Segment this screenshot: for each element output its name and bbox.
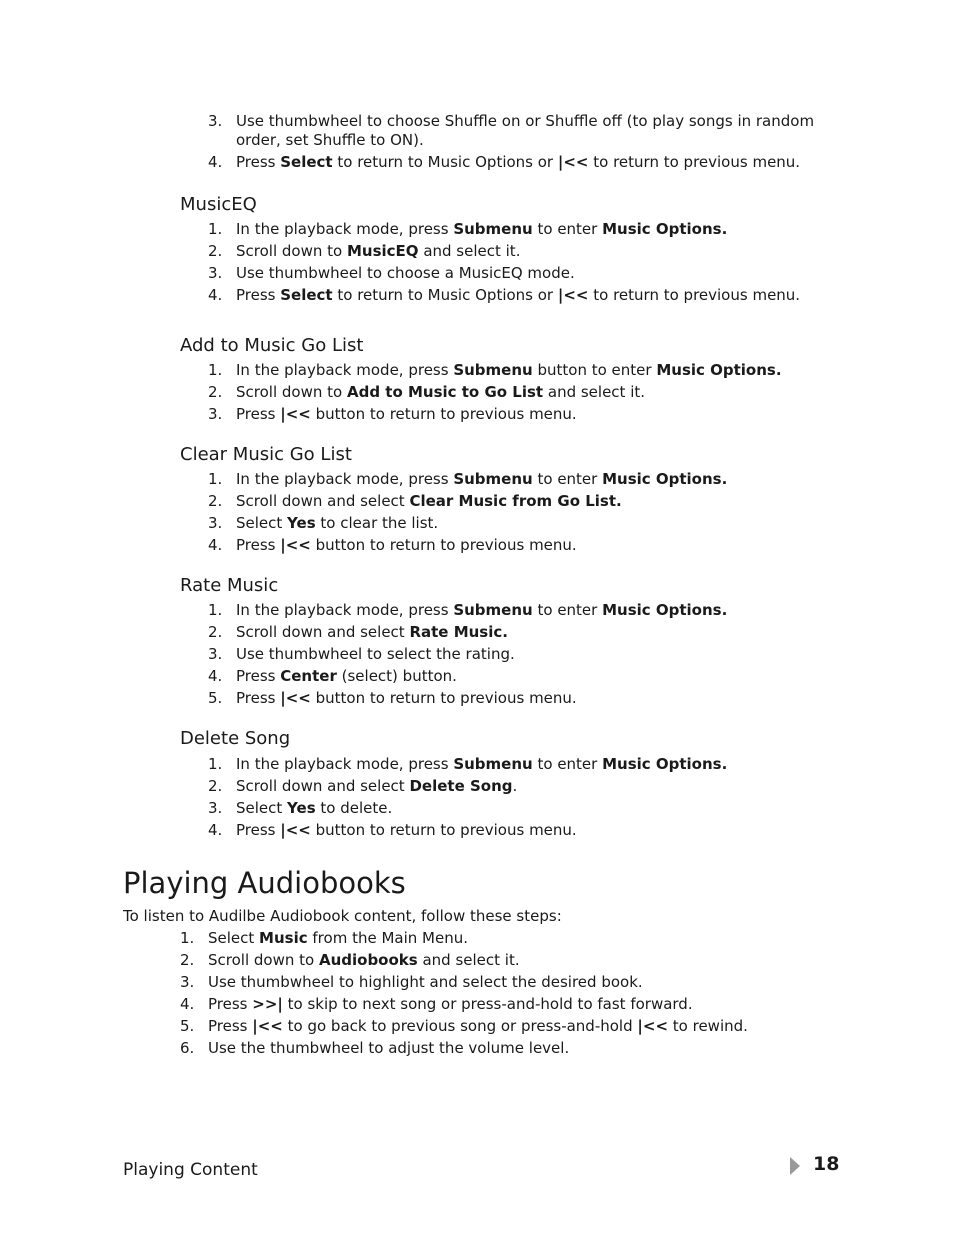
list-item (180, 601, 840, 620)
list-item-text: Scroll down and select (236, 777, 410, 795)
list-item-text: to return to previous menu. (588, 153, 801, 171)
list-item (152, 973, 852, 992)
list-item (180, 361, 840, 380)
list-item-text: Select (208, 929, 260, 947)
intro-paragraph: To listen to Audilbe Audiobook content, follow these steps: (123, 907, 562, 925)
bold-term: Music Options. (602, 601, 728, 619)
list-item (180, 689, 840, 708)
section-heading-delete-song: Delete Song (180, 728, 291, 749)
section-heading-rate-music: Rate Music (180, 575, 279, 596)
list-item-text: Press (236, 405, 281, 423)
list-item-text: to delete. (315, 799, 393, 817)
list-item-text: Use thumbwheel to highlight and select the desired book. (208, 973, 643, 991)
list-item-text: button to enter (532, 361, 657, 379)
list-item-number: 4. (208, 286, 223, 304)
list-item-text: to return to Music Options or (332, 286, 558, 304)
bold-term: |<< (252, 1017, 283, 1035)
list-item-number: 5. (180, 1017, 195, 1035)
audiobook-steps-list (152, 929, 852, 1061)
bold-term: Submenu (453, 361, 533, 379)
list-item-number: 2. (208, 242, 223, 260)
list-item-text: Press (208, 995, 253, 1013)
list-item-number: 2. (208, 777, 223, 795)
list-item (180, 153, 840, 172)
bold-term: Submenu (453, 220, 533, 238)
list-item-text: to return to Music Options or (332, 153, 558, 171)
list-item (180, 286, 840, 305)
list-item-number: 1. (208, 361, 223, 379)
section-heading-add-to-go-list: Add to Music Go List (180, 335, 364, 356)
section-heading-clear-go-list: Clear Music Go List (180, 444, 352, 465)
bold-term: |<< (280, 536, 311, 554)
list-item-text: Scroll down and select (236, 623, 410, 641)
bold-term: Music Options. (602, 220, 728, 238)
page-number: 18 (813, 1153, 840, 1175)
list-item (180, 242, 840, 261)
list-item-number: 3. (208, 514, 223, 532)
list-item-text: Scroll down to (208, 951, 319, 969)
list-item-text: Press (236, 153, 281, 171)
bold-term: Center (280, 667, 337, 685)
list-item-number: 1. (208, 220, 223, 238)
list-item-text: In the playback mode, press (236, 361, 454, 379)
add-go-list-steps-list (180, 361, 840, 427)
bold-term: Submenu (453, 601, 533, 619)
list-item-text: Press (236, 667, 281, 685)
bold-term: Music Options. (602, 755, 728, 773)
list-item-number: 3. (208, 264, 223, 282)
triangle-right-icon (790, 1157, 800, 1175)
list-item (180, 536, 840, 555)
list-item-text: to go back to previous song or press-and-hold (282, 1017, 638, 1035)
list-item-text: and select it. (543, 383, 646, 401)
list-item-text: In the playback mode, press (236, 755, 454, 773)
list-item (180, 514, 840, 533)
list-item-text: In the playback mode, press (236, 601, 454, 619)
list-item (180, 492, 840, 511)
list-item (180, 667, 840, 686)
list-item-number: 1. (180, 929, 195, 947)
list-item-text: to enter (532, 601, 603, 619)
list-item-text: . (512, 777, 518, 795)
list-item-text: to enter (532, 470, 603, 488)
list-item-number: 4. (208, 536, 223, 554)
list-item-number: 4. (180, 995, 195, 1013)
list-item-number: 2. (180, 951, 195, 969)
bold-term: MusicEQ (346, 242, 419, 260)
list-item-text: Select (236, 514, 288, 532)
list-item-text: Press (236, 286, 281, 304)
list-item-text: (select) button. (336, 667, 457, 685)
list-item-text: Use the thumbwheel to adjust the volume level. (208, 1039, 570, 1057)
list-item-number: 3. (208, 799, 223, 817)
bold-term: Select (280, 153, 333, 171)
list-item (180, 799, 840, 818)
list-item (152, 951, 852, 970)
list-item (152, 1039, 852, 1058)
list-item (152, 1017, 852, 1036)
list-item-text: Press (208, 1017, 253, 1035)
list-item-text: Scroll down to (236, 242, 347, 260)
list-item (180, 405, 840, 424)
list-item (180, 623, 840, 642)
list-item-number: 4. (208, 821, 223, 839)
list-item-text: Use thumbwheel to choose Shuffle on or Shuffle off (to play songs in random order, set Shuffle to ON). (236, 112, 815, 149)
bold-term: Delete Song (409, 777, 513, 795)
list-item-text: and select it. (418, 242, 521, 260)
list-item (180, 645, 840, 664)
list-item-text: to rewind. (668, 1017, 748, 1035)
bold-term: Rate Music. (409, 623, 508, 641)
list-item-text: and select it. (417, 951, 520, 969)
list-item (152, 995, 852, 1014)
list-item (180, 264, 840, 283)
list-item-text: Press (236, 821, 281, 839)
list-item-number: 1. (208, 601, 223, 619)
bold-term: Select (280, 286, 333, 304)
bold-term: >>| (252, 995, 283, 1013)
list-item (180, 470, 840, 489)
list-item-number: 2. (208, 623, 223, 641)
bold-term: Yes (287, 514, 316, 532)
footer-section-label: Playing Content (123, 1160, 258, 1180)
list-item (180, 112, 840, 150)
list-item-text: button to return to previous menu. (310, 689, 577, 707)
list-item (180, 821, 840, 840)
bold-term: |<< (637, 1017, 669, 1035)
list-item-text: Scroll down to (236, 383, 347, 401)
list-item-text: from the Main Menu. (307, 929, 468, 947)
list-item-number: 2. (208, 383, 223, 401)
list-item-text: Use thumbwheel to choose a MusicEQ mode. (236, 264, 575, 282)
rate-music-steps-list (180, 601, 840, 711)
bold-term: |<< (557, 286, 589, 304)
clear-go-list-steps-list (180, 470, 840, 558)
list-item-number: 3. (208, 405, 223, 423)
list-item-number: 2. (208, 492, 223, 510)
list-item-number: 1. (208, 755, 223, 773)
list-item (180, 777, 840, 796)
list-item-number: 5. (208, 689, 223, 707)
page-title: Playing Audiobooks (123, 866, 406, 900)
list-item-number: 3. (208, 645, 223, 663)
bold-term: |<< (280, 821, 311, 839)
list-item-text: Select (236, 799, 288, 817)
list-item-text: button to return to previous menu. (310, 405, 577, 423)
list-item (180, 220, 840, 239)
bold-term: |<< (280, 405, 311, 423)
bold-term: |<< (280, 689, 311, 707)
list-item-text: to enter (532, 220, 603, 238)
list-item-text: to skip to next song or press-and-hold to fast forward. (282, 995, 693, 1013)
bold-term: |<< (557, 153, 589, 171)
list-item-number: 4. (208, 153, 223, 171)
bold-term: Music Options. (656, 361, 782, 379)
bold-term: Music Options. (602, 470, 728, 488)
list-item-text: to enter (532, 755, 603, 773)
list-item-text: Press (236, 689, 281, 707)
delete-song-steps-list (180, 755, 840, 843)
list-item-text: In the playback mode, press (236, 470, 454, 488)
bold-term: Music (259, 929, 308, 947)
bold-term: Add to Music to Go List (346, 383, 544, 401)
bold-term: Audiobooks (318, 951, 418, 969)
bold-term: Clear Music from Go List. (409, 492, 622, 510)
list-item (152, 929, 852, 948)
list-item-text: Use thumbwheel to select the rating. (236, 645, 515, 663)
musiceq-steps-list (180, 220, 840, 308)
list-item-text: In the playback mode, press (236, 220, 454, 238)
list-item-number: 4. (208, 667, 223, 685)
bold-term: Submenu (453, 470, 533, 488)
list-item-text: Scroll down and select (236, 492, 410, 510)
list-item-text: to clear the list. (315, 514, 439, 532)
list-item-number: 3. (208, 112, 223, 130)
bold-term: Yes (287, 799, 316, 817)
list-item (180, 383, 840, 402)
list-item-number: 6. (180, 1039, 195, 1057)
shuffle-steps-list (180, 112, 840, 175)
list-item (180, 755, 840, 774)
section-heading-musiceq: MusicEQ (180, 194, 257, 215)
list-item-text: button to return to previous menu. (310, 536, 577, 554)
list-item-text: button to return to previous menu. (310, 821, 577, 839)
bold-term: Submenu (453, 755, 533, 773)
list-item-text: Press (236, 536, 281, 554)
list-item-number: 1. (208, 470, 223, 488)
list-item-text: to return to previous menu. (588, 286, 801, 304)
list-item-number: 3. (180, 973, 195, 991)
